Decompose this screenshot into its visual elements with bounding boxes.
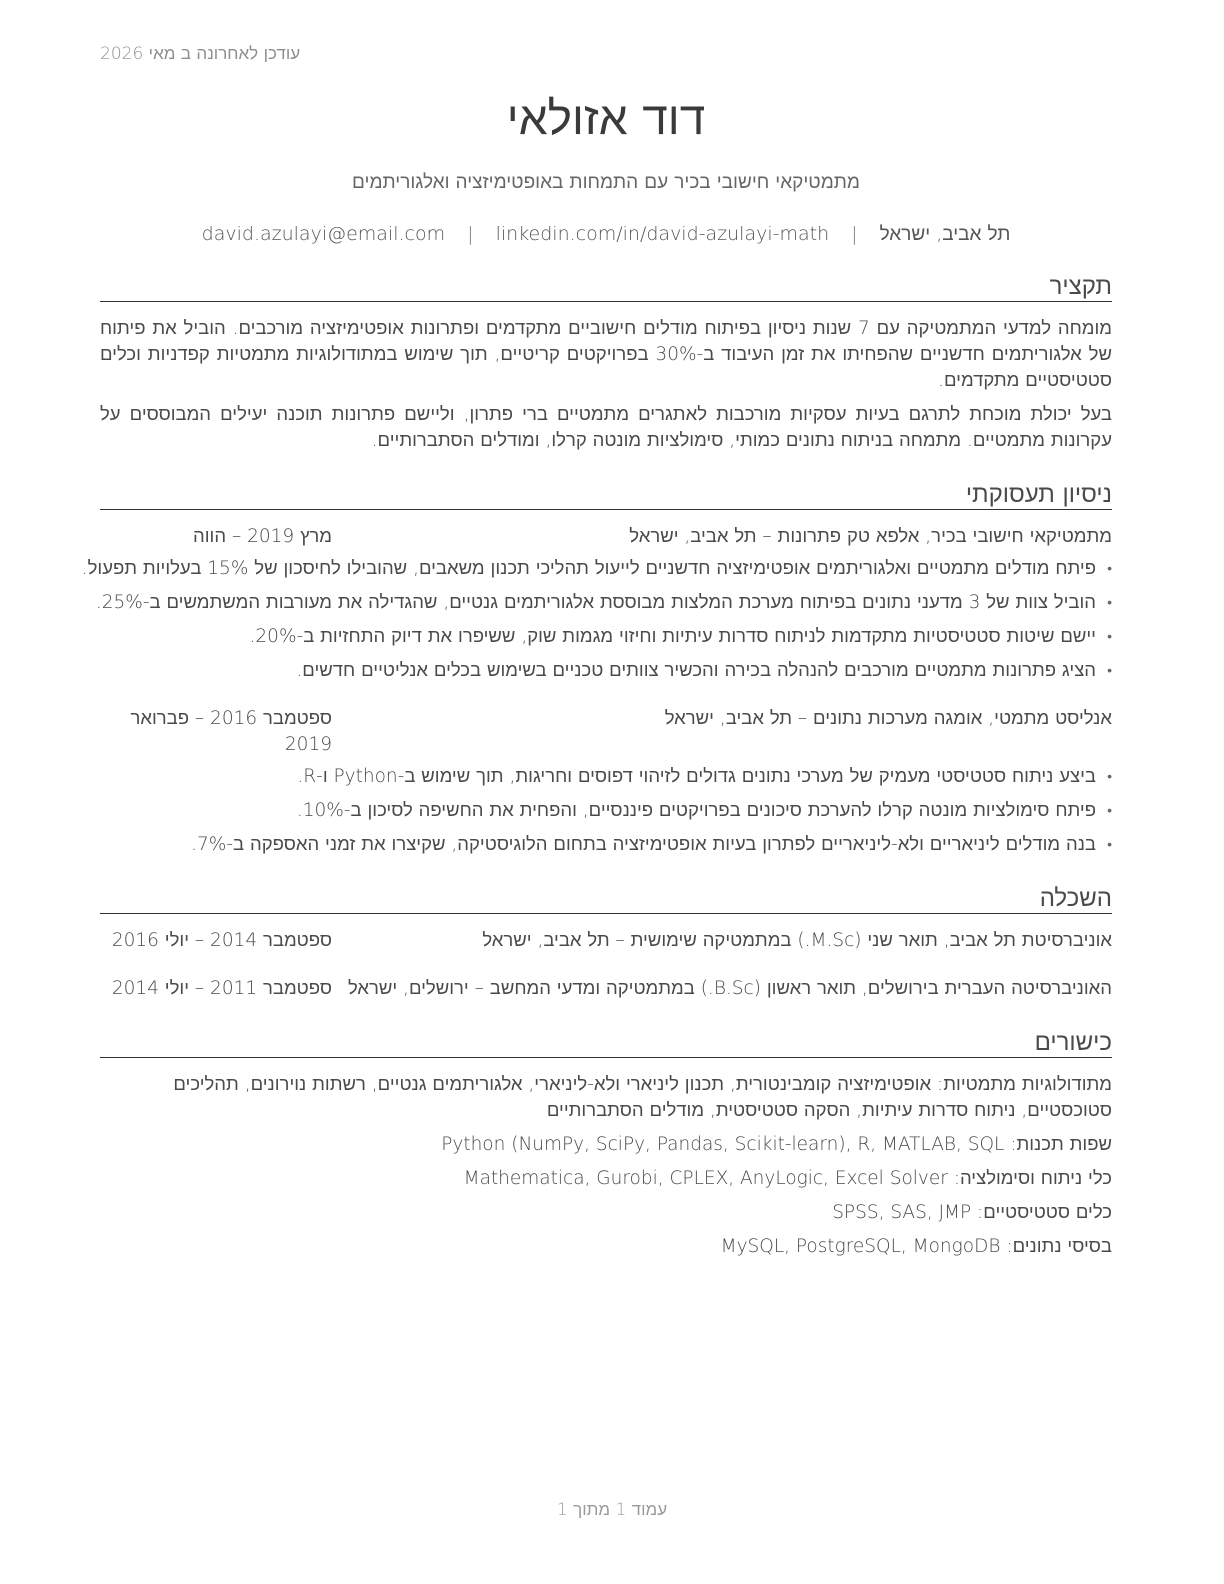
education-dates: ספטמבר 2011 – יולי 2014 xyxy=(111,978,332,999)
education-entry xyxy=(100,976,1112,1002)
candidate-name: דוד אזולאי xyxy=(506,91,706,145)
skills-heading: כישורים xyxy=(100,1028,1112,1058)
education-degree: האוניברסיטה העברית בירושלים, תואר ראשון (B.Sc.) במתמטיקה ומדעי המחשב – ירושלים, ישראל xyxy=(347,978,1112,999)
contact-email[interactable]: david.azulayi@email.com xyxy=(201,223,446,245)
job-header xyxy=(100,524,1112,550)
job-dates: ספטמבר 2016 – פברואר 2019 xyxy=(130,708,332,755)
job-role: מתמטיקאי חישובי בכיר, אלפא טק פתרונות – תל אביב, ישראל xyxy=(629,526,1112,547)
job-bullet: • בנה מודלים ליניאריים ולא-ליניאריים לפתרון בעיות אופטימיזציה בתחום הלוגיסטיקה, שקיצרו את זמני האספקה ב-7%. xyxy=(100,832,1112,858)
job-bullet: • ביצע ניתוח סטטיסטי מעמיק של מערכי נתונים גדולים לזיהוי דפוסים וחריגות, תוך שימוש ב-Python ו-R. xyxy=(100,764,1112,790)
job-bullet: • יישם שיטות סטטיסטיות מתקדמות לניתוח סדרות עיתיות וחיזוי מגמות שוק, ששיפרו את דיוק התחזיות ב-20%. xyxy=(100,624,1112,650)
job-bullet: • הציג פתרונות מתמטיים מורכבים להנהלה בכירה והכשיר צוותים טכניים בשימוש בכלים אנליטיים חדשים. xyxy=(100,658,1112,684)
job-bullet: • פיתח סימולציות מונטה קרלו להערכת סיכונים בפרויקטים פיננסיים, והפחית את החשיפה לסיכון ב-10%. xyxy=(100,798,1112,824)
page-number: עמוד 1 מתוך 1 xyxy=(556,1500,668,1520)
job-dates: מרץ 2019 – הווה xyxy=(193,526,332,547)
summary-paragraph: מומחה למדעי המתמטיקה עם 7 שנות ניסיון בפיתוח מודלים חישוביים מתקדמים ופתרונות אופטימיזציה מורכבים. הוביל את פיתוח של אלגוריתמים חדשניים שהפחיתו את זמן העיבוד ב-30% בפרויקטים קריטיים, תוך שימוש במתודולוגיות מתמטיות קפדניות וכלים סטטיסטיים מתקדמים. xyxy=(100,318,1112,391)
summary-paragraph: בעל יכולת מוכחת לתרגם בעיות עסקיות מורכבות לאתגרים מתמטיים ברי פתרון, וליישם פתרונות תוכנה יעילים המבוססים על עקרונות מתמטיים. מתמחה בניתוח נתונים כמותי, סימולציות מונטה קרלו, ומודלים הסתברותיים. xyxy=(100,404,1112,451)
education-dates: ספטמבר 2014 – יולי 2016 xyxy=(111,930,332,951)
skill-line: כלים סטטיסטיים: SPSS, SAS, JMP xyxy=(832,1202,1112,1223)
resume-page xyxy=(81,88,1112,1268)
skill-line: כלי ניתוח וסימולציה: Mathematica, Gurobi, CPLEX, AnyLogic, Excel Solver xyxy=(463,1168,1112,1189)
contact-linkedin[interactable]: linkedin.com/in/david-azulayi-math xyxy=(495,223,830,245)
job-header xyxy=(100,706,1112,758)
contact-location: תל אביב, ישראל xyxy=(879,223,1011,245)
contact-line xyxy=(100,222,1112,246)
contact-separator: | xyxy=(851,223,858,245)
last-updated-note: עודכן לאחרונה ב מאי 2026 xyxy=(100,44,301,64)
education-entry xyxy=(100,928,1112,954)
job-bullets xyxy=(81,556,1112,684)
job-bullets xyxy=(100,764,1112,858)
summary-heading: תקציר xyxy=(100,272,1112,302)
skill-line: שפות תכנות: Python (NumPy, SciPy, Pandas, Scikit-learn), R, MATLAB, SQL xyxy=(441,1134,1112,1155)
candidate-subtitle: מתמטיקאי חישובי בכיר עם התמחות באופטימיזציה ואלגוריתמים xyxy=(352,171,860,193)
contact-separator: | xyxy=(467,223,474,245)
education-degree: אוניברסיטת תל אביב, תואר שני (M.Sc.) במתמטיקה שימושית – תל אביב, ישראל xyxy=(482,930,1112,951)
skill-line: מתודולוגיות מתמטיות: אופטימיזציה קומבינטורית, תכנון ליניארי ולא-ליניארי, אלגוריתמים גנטיים, רשתות נוירונים, תהליכים סטוכסטיים, ניתוח סדרות עיתיות, הסקה סטטיסטית, מודלים הסתברותיים xyxy=(173,1074,1112,1121)
job-entry xyxy=(81,524,1112,684)
education-heading: השכלה xyxy=(100,884,1112,914)
skill-line: בסיסי נתונים: MySQL, PostgreSQL, MongoDB xyxy=(720,1236,1112,1257)
job-bullet: • הוביל צוות של 3 מדעני נתונים בפיתוח מערכת המלצות מבוססת אלגוריתמים גנטיים, שהגדילה את מעורבות המשתמשים ב-25%. xyxy=(100,590,1112,616)
job-entry xyxy=(100,706,1112,858)
experience-heading: ניסיון תעסוקתי xyxy=(100,480,1112,510)
job-role: אנליסט מתמטי, אומגה מערכות נתונים – תל אביב, ישראל xyxy=(664,708,1112,729)
job-bullet: • פיתח מודלים מתמטיים ואלגוריתמים אופטימיזציה חדשניים לייעול תהליכי תכנון משאבים, שהובילו לחיסכון של 15% בעלויות תפעול. xyxy=(100,556,1112,582)
